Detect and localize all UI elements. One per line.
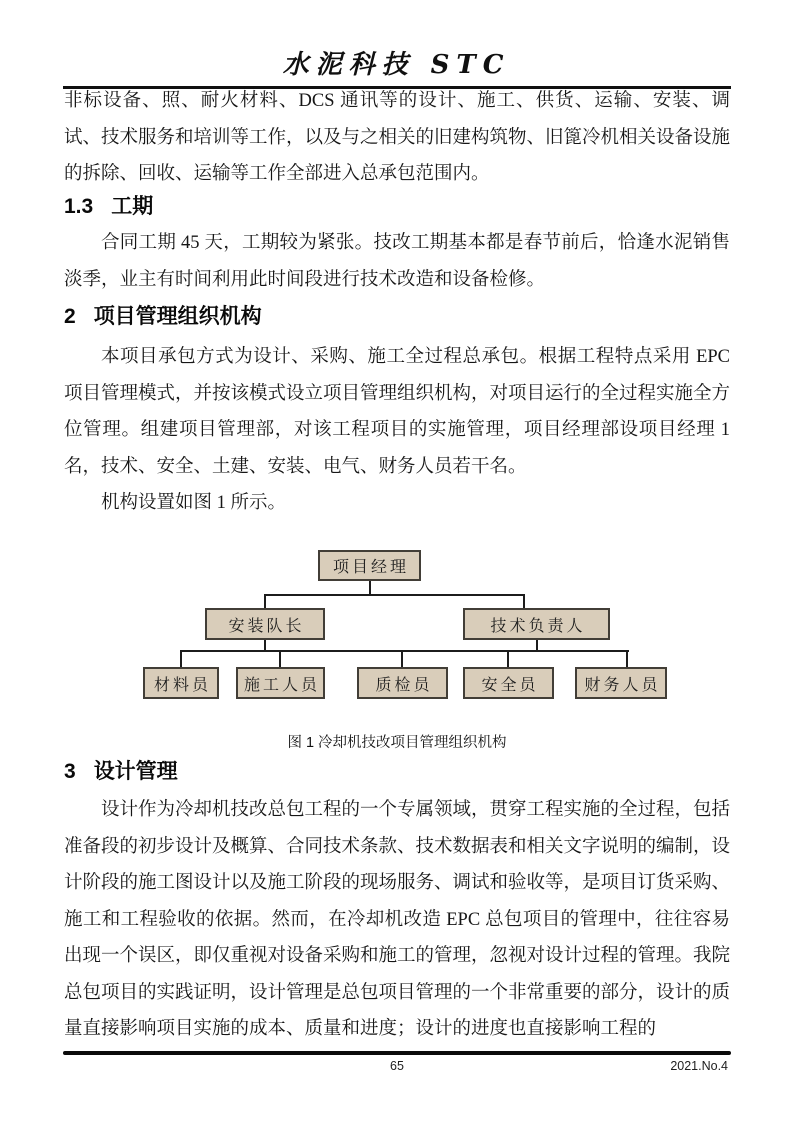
heading-number: 2 xyxy=(64,305,76,328)
journal-header-title: 水泥科技 STC xyxy=(282,50,511,80)
paragraph-section-1-3: 合同工期 45 天，工期较为紧张。技改工期基本都是春节前后，恰逢水泥销售淡季，业主有时间利用此时间段进行技术改造和设备检修。 xyxy=(64,233,730,290)
paragraph-section-3: 设计作为冷却机技改总包工程的一个专属领域，贯穿工程实施的全过程，包括准备段的初步设计及概算、合同技术条款、技术数据表和相关文字说明的编制，设计阶段的施工图设计以及施工阶段的现场服务、调试和验收等，是项目订货采购、施工和工程验收的依据。然而，在冷却机改造 EPC 总包项目的管理中，往往容易出现一个误区，即仅重视对设备采购和施工的管理，忽视对设计过程的管理。我院总包项目的实践证明，设计管理是总包项目管理的一个非常重要的部分，设计的质量直接影响项目实施的成本、质量和进度；设计的进度也直接影响工程的 xyxy=(64,800,731,1039)
org-box-safety-officer: 安全员 xyxy=(463,667,554,699)
heading-section-2 xyxy=(64,302,730,332)
connector-line xyxy=(536,640,538,650)
connector-line xyxy=(264,594,525,596)
connector-line xyxy=(264,640,266,650)
heading-number: 3 xyxy=(64,760,76,783)
org-box-project-manager: 项目经理 xyxy=(318,550,421,581)
heading-section-1-3 xyxy=(64,192,730,222)
connector-line xyxy=(401,652,403,667)
heading-title: 工期 xyxy=(111,195,154,218)
org-box-finance-staff: 财务人员 xyxy=(575,667,667,699)
paragraph-section-2: 本项目承包方式为设计、采购、施工全过程总承包。根据工程特点采用 EPC 项目管理模式，并按该模式设立项目管理组织机构，对项目运行的全过程实施全方位管理。组建项目管理部，对该工程项目的实施管理，项目经理部设项目经理 1 名，技术、安全、土建、安装、电气、财务人员若干名。 xyxy=(64,347,731,477)
page-number: 65 xyxy=(390,1059,404,1073)
org-box-material-clerk: 材料员 xyxy=(143,667,219,699)
org-box-quality-inspector: 质检员 xyxy=(357,667,448,699)
connector-line xyxy=(180,650,629,652)
paragraph-figure-reference: 机构设置如图 1 所示。 xyxy=(101,493,287,513)
connector-line xyxy=(369,581,371,594)
connector-line xyxy=(507,652,509,667)
footer xyxy=(64,1059,730,1077)
org-chart-figure xyxy=(64,548,730,703)
figure1-caption: 图 1 冷却机技改项目管理组织机构 xyxy=(287,735,507,751)
heading-title: 设计管理 xyxy=(93,760,178,783)
connector-line xyxy=(279,652,281,667)
connector-line xyxy=(180,652,182,667)
connector-line xyxy=(626,652,628,667)
org-box-installation-team-leader: 安装队长 xyxy=(205,608,325,640)
footer-rule xyxy=(63,1051,731,1055)
paragraph-continuation: 非标设备、照、耐火材料、DCS 通讯等的设计、施工、供货、运输、安装、调试、技术服务和培训等工作，以及与之相关的旧建构筑物、旧篦冷机相关设备设施的拆除、回收、运输等工作全部进入总承包范围内。 xyxy=(64,91,731,184)
heading-section-3 xyxy=(64,757,730,787)
issue-label: 2021.No.4 xyxy=(670,1059,728,1073)
heading-title: 项目管理组织机构 xyxy=(93,305,262,328)
org-box-technical-lead: 技术负责人 xyxy=(463,608,610,640)
connector-line xyxy=(264,596,266,608)
connector-line xyxy=(523,596,525,608)
org-box-construction-staff: 施工人员 xyxy=(236,667,325,699)
heading-number: 1.3 xyxy=(64,195,94,218)
